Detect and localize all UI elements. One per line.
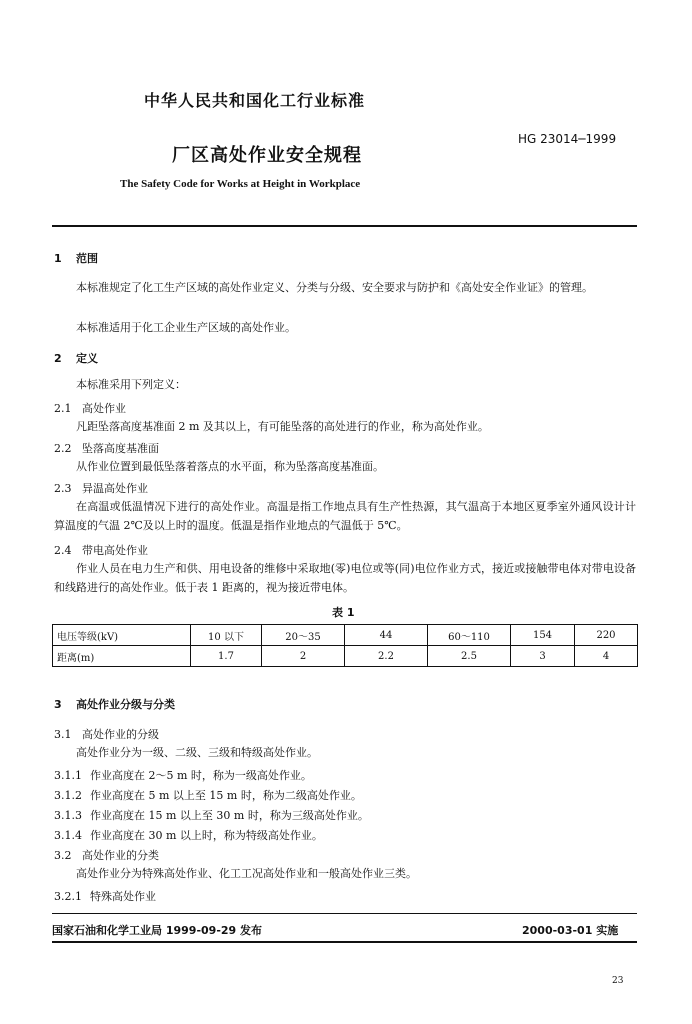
table-cell: 距离(m) bbox=[53, 646, 191, 667]
table-row bbox=[53, 646, 638, 667]
table-cell: 2.2 bbox=[345, 646, 428, 667]
table-cell: 3 bbox=[511, 646, 575, 667]
table-cell: 20～35 bbox=[262, 625, 345, 646]
implementation-date: 2000-03-01 实施 bbox=[522, 924, 619, 937]
table-row bbox=[53, 625, 638, 646]
table-cell: 60～110 bbox=[428, 625, 511, 646]
section-1-paragraph-2: 本标准适用于化工企业生产区域的高处作业。 bbox=[76, 321, 296, 334]
section-2-3-heading: 2.3 异温高处作业 bbox=[54, 482, 148, 495]
section-2-intro: 本标准采用下列定义： bbox=[76, 378, 186, 391]
section-2-1-text: 凡距坠落高度基准面 2 m 及其以上，有可能坠落的高处进行的作业，称为高处作业。 bbox=[76, 420, 489, 433]
section-3-heading: 3 高处作业分级与分类 bbox=[54, 698, 175, 711]
english-title: The Safety Code for Works at Height in Workplace bbox=[120, 178, 361, 190]
section-3-1-4: 3.1.4 作业高度在 30 m 以上时，称为特级高处作业。 bbox=[54, 829, 323, 842]
section-2-4-text: 作业人员在电力生产和供、用电设备的维修中采取地(零)电位或等(同)电位作业方式，接近或接触带电体对带电设备和线路进行的高处作业。低于表 1 距离的，视为接近带电体。 bbox=[54, 562, 636, 594]
issue-date: 国家石油和化学工业局 1999-09-29 发布 bbox=[52, 924, 263, 937]
table-cell: 220 bbox=[575, 625, 638, 646]
table-caption: 表 1 bbox=[332, 606, 355, 619]
section-3-2-1-heading: 3.2.1 特殊高处作业 bbox=[54, 890, 156, 903]
table-cell: 10 以下 bbox=[191, 625, 262, 646]
section-3-1-heading: 3.1 高处作业的分级 bbox=[54, 728, 159, 741]
standard-category-title: 中华人民共和国化工行业标准 bbox=[144, 91, 366, 110]
section-2-4-heading: 2.4 带电高处作业 bbox=[54, 544, 148, 557]
table-cell: 4 bbox=[575, 646, 638, 667]
section-2-3-text: 在高温或低温情况下进行的高处作业。高温是指工作地点具有生产性热源，其气温高于本地区夏季室外通风设计计算温度的气温 2℃及以上时的温度。低温是指作业地点的气温低于 5℃。 bbox=[54, 500, 636, 532]
section-3-1-2: 3.1.2 作业高度在 5 m 以上至 15 m 时，称为二级高处作业。 bbox=[54, 789, 362, 802]
table-cell: 2.5 bbox=[428, 646, 511, 667]
footer-bottom-divider bbox=[52, 941, 637, 943]
table-cell: 2 bbox=[262, 646, 345, 667]
section-1-paragraph-1: 本标准规定了化工生产区域的高处作业定义、分类与分级、安全要求与防护和《高处安全作业证》的管理。 bbox=[76, 281, 593, 294]
page-number: 23 bbox=[612, 976, 624, 986]
section-3-1-1: 3.1.1 作业高度在 2～5 m 时，称为一级高处作业。 bbox=[54, 769, 312, 782]
section-3-1-text: 高处作业分为一级、二级、三级和特级高处作业。 bbox=[76, 746, 318, 759]
section-3-1-3: 3.1.3 作业高度在 15 m 以上至 30 m 时，称为三级高处作业。 bbox=[54, 809, 369, 822]
section-3-2-heading: 3.2 高处作业的分类 bbox=[54, 849, 159, 862]
section-2-heading: 2 定义 bbox=[54, 352, 98, 365]
section-2-1-heading: 2.1 高处作业 bbox=[54, 402, 126, 415]
section-2-2-heading: 2.2 坠落高度基准面 bbox=[54, 442, 159, 455]
section-1-heading: 1 范围 bbox=[54, 252, 98, 265]
footer-divider bbox=[52, 913, 637, 914]
section-3-2-text: 高处作业分为特殊高处作业、化工工况高处作业和一般高处作业三类。 bbox=[76, 867, 417, 880]
standard-code: HG 23014─1999 bbox=[518, 132, 617, 146]
header-divider bbox=[52, 225, 637, 227]
table-cell: 154 bbox=[511, 625, 575, 646]
table-cell: 电压等级(kV) bbox=[53, 625, 191, 646]
voltage-distance-table bbox=[52, 624, 638, 667]
page-title: 厂区高处作业安全规程 bbox=[172, 145, 362, 166]
table-cell: 44 bbox=[345, 625, 428, 646]
section-2-2-text: 从作业位置到最低坠落着落点的水平面，称为坠落高度基准面。 bbox=[76, 460, 384, 473]
table-cell: 1.7 bbox=[191, 646, 262, 667]
